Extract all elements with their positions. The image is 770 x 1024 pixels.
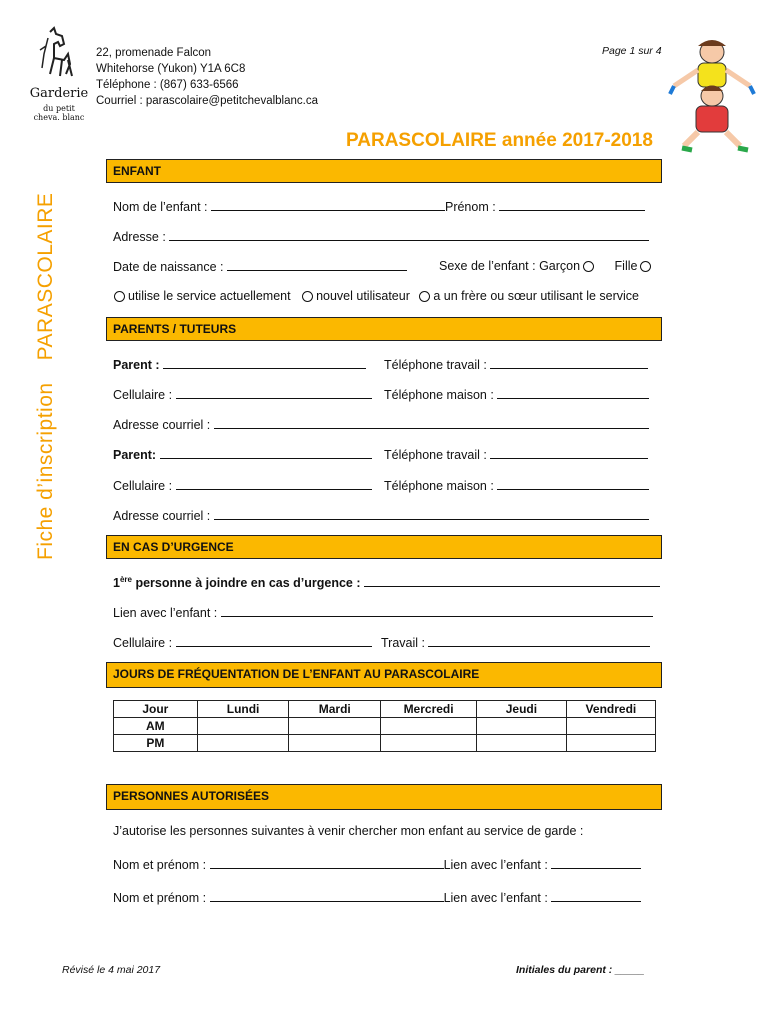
adresse-field[interactable] — [169, 229, 649, 241]
cell-pm-jeudi[interactable] — [477, 735, 567, 752]
parent1-courriel-field[interactable] — [214, 417, 649, 429]
prenom-label: Prénom : — [444, 200, 496, 214]
row-parent1-maison — [384, 387, 649, 402]
schedule-table — [113, 700, 656, 752]
prenom-field[interactable] — [499, 199, 645, 211]
naissance-label: Date de naissance : — [113, 260, 224, 274]
col-lundi: Lundi — [197, 701, 289, 718]
col-jour: Jour — [114, 701, 198, 718]
tel-travail-label: Téléphone travail : — [384, 358, 487, 372]
row-parent2-travail — [384, 447, 648, 462]
row-autorise-1 — [113, 857, 641, 872]
row-urgence-cell — [113, 635, 372, 650]
parent2-courriel-field[interactable] — [214, 508, 649, 520]
cell-pm-mercredi[interactable] — [381, 735, 477, 752]
parent-initials: Initiales du parent : _____ — [516, 964, 645, 976]
col-mercredi: Mercredi — [381, 701, 477, 718]
row-naissance — [113, 259, 407, 274]
lien-label: Lien avec l’enfant : — [443, 858, 548, 872]
urgence-cell-field[interactable] — [176, 635, 372, 647]
autorise1-lien-field[interactable] — [551, 857, 641, 869]
side-title-program: PARASCOLAIRE — [34, 192, 57, 361]
row-statut — [111, 289, 639, 303]
row-urgence-lien — [113, 605, 653, 620]
fille-radio[interactable] — [640, 261, 651, 272]
col-mardi: Mardi — [289, 701, 381, 718]
parent2-cell-field[interactable] — [176, 478, 372, 490]
cell-pm-vendredi[interactable] — [566, 735, 655, 752]
phone-line: Téléphone : (867) 633-6566 — [96, 79, 239, 91]
urgence-personne-field[interactable] — [364, 575, 660, 587]
page-number: Page 1 sur 4 — [602, 45, 662, 57]
row-nom-prenom — [113, 199, 645, 214]
row-parent1-courriel — [113, 417, 649, 432]
row-parent1-travail — [384, 357, 648, 372]
ordinal-sup: ère — [119, 575, 132, 584]
row-am-label: AM — [114, 718, 198, 735]
parent1-tel-maison-field[interactable] — [497, 387, 649, 399]
section-autorisees-heading: PERSONNES AUTORISÉES — [106, 784, 662, 810]
tel-maison-label: Téléphone maison : — [384, 479, 494, 493]
cell-pm-mardi[interactable] — [289, 735, 381, 752]
col-vendredi: Vendredi — [566, 701, 655, 718]
row-parent2 — [113, 447, 372, 462]
frere-radio[interactable] — [419, 291, 430, 302]
col-jeudi: Jeudi — [477, 701, 567, 718]
email-line: Courriel : parascolaire@petitchevalblanc.ca — [96, 95, 318, 107]
opt-actuel-label: utilise le service actuellement — [128, 289, 291, 303]
cell-am-vendredi[interactable] — [566, 718, 655, 735]
lien-label: Lien avec l’enfant : — [443, 891, 548, 905]
cellulaire-label: Cellulaire : — [113, 479, 173, 493]
row-parent2-maison — [384, 478, 649, 493]
table-row — [114, 718, 656, 735]
urgence-cell-label: Cellulaire : — [113, 636, 173, 650]
cell-am-jeudi[interactable] — [477, 718, 567, 735]
lien-label: Lien avec l’enfant : — [113, 606, 218, 620]
logo-line-2: du petit — [43, 104, 75, 113]
children-illustration — [668, 36, 756, 154]
row-parent1 — [113, 357, 366, 372]
row-parent2-courriel — [113, 508, 649, 523]
section-enfant-heading: ENFANT — [106, 159, 662, 183]
cell-am-mardi[interactable] — [289, 718, 381, 735]
nom-label: Nom de l’enfant : — [113, 200, 208, 214]
naissance-field[interactable] — [227, 259, 407, 271]
parent1-label: Parent : — [113, 358, 160, 372]
tel-travail-label: Téléphone travail : — [384, 448, 487, 462]
row-parent2-cell — [113, 478, 372, 493]
opt-nouvel-label: nouvel utilisateur — [316, 289, 410, 303]
section-jours-heading: JOURS DE FRÉQUENTATION DE L’ENFANT AU PARASCOLAIRE — [106, 662, 662, 688]
tel-maison-label: Téléphone maison : — [384, 388, 494, 402]
opt-frere-label: a un frère ou sœur utilisant le service — [433, 289, 639, 303]
actuel-radio[interactable] — [114, 291, 125, 302]
autorise2-lien-field[interactable] — [551, 890, 641, 902]
row-autorise-2 — [113, 890, 641, 905]
side-title-form: Fiche d’inscription — [34, 382, 57, 560]
section-parents-heading: PARENTS / TUTEURS — [106, 317, 662, 341]
nouvel-radio[interactable] — [302, 291, 313, 302]
row-sexe — [439, 259, 654, 273]
autorisees-intro: J’autorise les personnes suivantes à venir chercher mon enfant au service de garde : — [113, 824, 584, 838]
ordinal: 1 — [113, 576, 120, 591]
autorise1-nom-field[interactable] — [210, 857, 444, 869]
row-adresse — [113, 229, 649, 244]
sexe-label: Sexe de l’enfant : Garçon — [439, 259, 581, 273]
personne-label: personne à joindre en cas d’urgence : — [135, 576, 361, 591]
fille-label: Fille — [614, 259, 638, 273]
row-parent1-cell — [113, 387, 372, 402]
page-title: PARASCOLAIRE année 2017-2018 — [346, 130, 653, 151]
address-line: Whitehorse (Yukon) Y1A 6C8 — [96, 63, 246, 75]
row-pm-label: PM — [114, 735, 198, 752]
parent2-tel-maison-field[interactable] — [497, 478, 649, 490]
cell-am-lundi[interactable] — [197, 718, 289, 735]
horse-icon — [28, 24, 90, 84]
urgence-travail-field[interactable] — [428, 635, 650, 647]
parent2-label: Parent: — [113, 448, 157, 462]
nom-prenom-label: Nom et prénom : — [113, 891, 207, 905]
parent1-cell-field[interactable] — [176, 387, 372, 399]
logo-line-3: cheva. blanc — [33, 113, 85, 122]
parent2-tel-travail-field[interactable] — [490, 447, 648, 459]
parent1-tel-travail-field[interactable] — [490, 357, 648, 369]
table-row — [114, 735, 656, 752]
courriel-label: Adresse courriel : — [113, 418, 211, 432]
autorise2-nom-field[interactable] — [210, 890, 444, 902]
section-urgence-heading: EN CAS D’URGENCE — [106, 535, 662, 559]
side-title — [34, 171, 58, 560]
nom-field[interactable] — [211, 199, 445, 211]
table-header-row — [114, 701, 656, 718]
cellulaire-label: Cellulaire : — [113, 388, 173, 402]
urgence-lien-field[interactable] — [221, 605, 653, 617]
parent1-field[interactable] — [163, 357, 366, 369]
address-line: 22, promenade Falcon — [96, 47, 212, 59]
garderie-logo — [28, 24, 90, 124]
cell-am-mercredi[interactable] — [381, 718, 477, 735]
nom-prenom-label: Nom et prénom : — [113, 858, 207, 872]
address-block — [96, 45, 318, 109]
row-urgence-travail — [381, 635, 650, 650]
urgence-travail-label: Travail : — [381, 636, 425, 650]
logo-title: Garderie — [29, 86, 89, 101]
row-urgence-personne — [113, 575, 660, 590]
garcon-radio[interactable] — [583, 261, 594, 272]
cell-pm-lundi[interactable] — [197, 735, 289, 752]
courriel-label: Adresse courriel : — [113, 509, 211, 523]
parent2-field[interactable] — [160, 447, 372, 459]
adresse-label: Adresse : — [113, 230, 166, 244]
revised-date: Révisé le 4 mai 2017 — [62, 964, 161, 976]
